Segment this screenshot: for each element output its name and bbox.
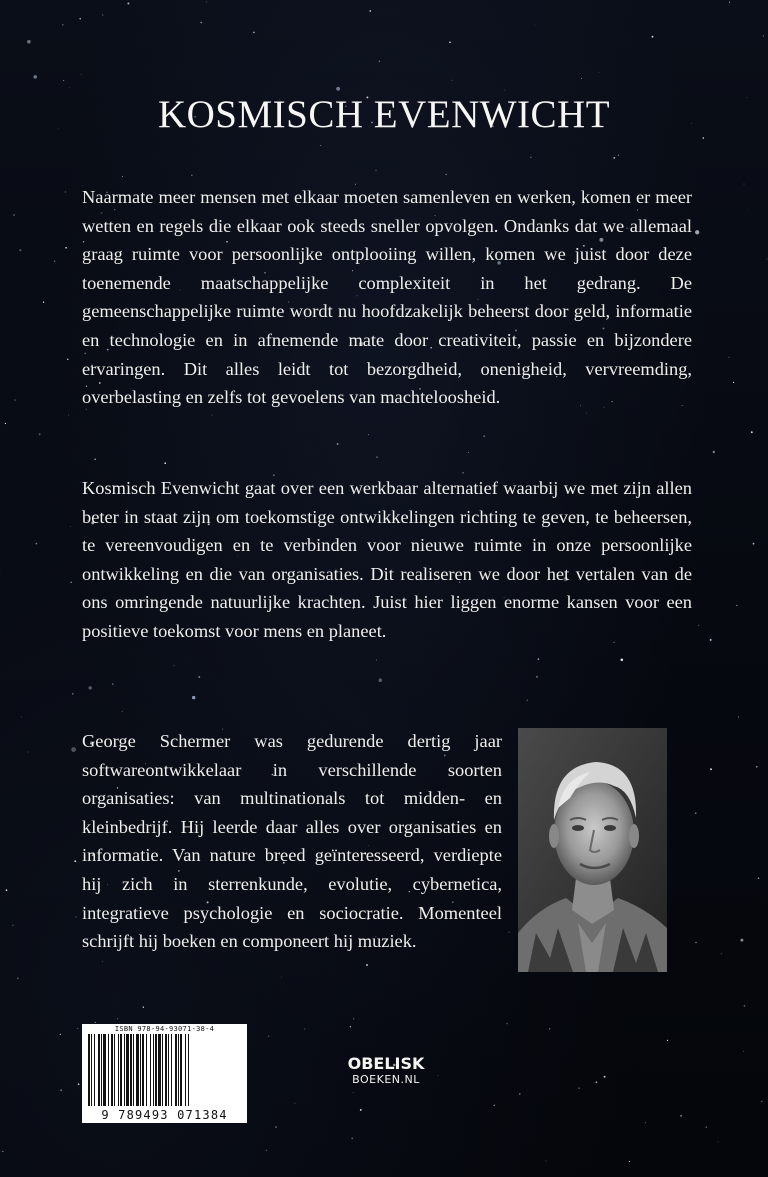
star — [191, 174, 193, 176]
star — [758, 878, 760, 880]
author-bio: George Schermer was gedurende dertig jaar softwareontwikkelaar in verschillende soorten organisaties: van multinationals tot midden- en kleinbedrijf. Hij leerde daar alles over organisaties en informatie. Van nature breed geïnteresseerd, verdiepte hij zich in sterrenkunde, evolutie, cybernetica, integratieve psychologie en sociocratie. Momenteel schrijft hij boeken en componeert hij muziek. — [82, 731, 502, 952]
star — [79, 18, 81, 20]
barcode-number: 9 789493 071384 — [101, 1108, 228, 1122]
star — [695, 230, 699, 234]
isbn-barcode — [82, 1024, 247, 1123]
star — [43, 302, 44, 303]
star — [703, 137, 705, 139]
star — [17, 977, 19, 979]
star — [549, 1028, 550, 1029]
star — [613, 157, 615, 159]
star — [21, 716, 22, 717]
star — [530, 157, 531, 158]
star — [70, 582, 71, 583]
star — [294, 1103, 295, 1104]
star — [519, 1093, 521, 1095]
star — [65, 192, 66, 193]
barcode-bar — [168, 1034, 169, 1106]
star — [60, 1034, 61, 1035]
star — [729, 2, 730, 3]
barcode-bar — [153, 1034, 154, 1106]
star — [95, 1022, 96, 1023]
star — [740, 939, 743, 942]
star — [74, 860, 76, 862]
barcode-bar — [178, 1034, 179, 1106]
star — [70, 526, 71, 527]
star — [581, 78, 582, 79]
star — [88, 686, 91, 689]
star — [695, 942, 696, 943]
barcode-bar — [175, 1034, 177, 1106]
star — [506, 1023, 508, 1025]
star — [353, 1018, 354, 1019]
star — [452, 80, 453, 81]
star — [353, 1092, 354, 1093]
star — [366, 964, 368, 966]
star — [112, 683, 113, 684]
barcode-bar — [130, 1034, 132, 1106]
star — [449, 41, 451, 43]
author-photo — [518, 728, 667, 972]
star — [667, 1040, 668, 1041]
star — [2, 1151, 3, 1152]
barcode-bar — [158, 1034, 161, 1106]
barcode-bar — [111, 1034, 113, 1106]
star — [19, 249, 21, 251]
star — [352, 1138, 353, 1139]
publisher-name: OBELISK — [347, 1054, 425, 1073]
publisher-website: BOEKEN.NL — [352, 1073, 420, 1086]
star — [369, 10, 371, 12]
star — [5, 423, 6, 424]
star — [65, 247, 67, 249]
blurb-paragraph-1: Naarmate meer mensen met elkaar moeten samenleven en werken, komen er meer wetten en regels die elkaar ook steeds sneller opvolgen. Ondanks dat we allemaal graag ruimte voor persoonlijke ontplooiing willen, komen we juist door deze toenemende maatschappelijke complexiteit in het gedrang. De gemeenschappelijke ruimte wordt nu hoofdzakelijk beheerst door geld, informatie en technologie en in afnemende mate door creativiteit, passie en bijzondere ervaringen. Dit alles leidt tot bezorgdheid, onenigheid, vervreemding, overbelasting en zelfs tot gevoelens van machteloosheid. — [82, 187, 692, 408]
barcode-bar — [126, 1034, 129, 1106]
star — [645, 1122, 646, 1123]
star — [14, 399, 15, 400]
star — [718, 1141, 719, 1142]
star — [376, 660, 377, 661]
barcode-bar — [188, 1034, 189, 1106]
star — [376, 456, 377, 457]
star — [598, 72, 599, 73]
blurb-paragraph-2: Kosmisch Evenwicht gaat over een werkbaar alternatief waarbij we met zijn allen beter in staat zijn om toekomstige ontwikkelingen richting te geven, te beheersen, te vereenvoudigen en te verbinden voor nieuwe ruimte in onze persoonlijke ontwikkeling en die van organisaties. Dit realiseren we door het vertalen van de ons omringende natuurlijke krachten. Juist hier liggen enorme kansen voor een positieve toekomst voor mens en planeet. — [82, 478, 692, 641]
star — [468, 452, 469, 453]
star — [743, 1051, 744, 1052]
star — [27, 40, 31, 44]
star — [376, 170, 377, 171]
star — [192, 696, 195, 699]
star — [71, 747, 76, 752]
star — [368, 434, 369, 435]
barcode-bar — [108, 1034, 109, 1106]
star — [143, 1007, 144, 1008]
star — [733, 382, 734, 383]
barcode-bar — [146, 1034, 147, 1106]
star — [268, 1036, 269, 1037]
star — [102, 14, 104, 16]
star — [69, 87, 70, 88]
star — [67, 359, 69, 361]
star — [618, 155, 619, 156]
star — [6, 889, 8, 891]
star — [379, 61, 380, 62]
publisher-logo — [336, 1055, 436, 1087]
star — [446, 174, 447, 175]
star — [27, 752, 28, 753]
star — [378, 678, 382, 682]
star — [63, 80, 64, 81]
star — [728, 357, 730, 359]
star — [39, 433, 41, 435]
star — [94, 458, 96, 460]
barcode-bar — [114, 1034, 115, 1106]
star — [738, 716, 739, 717]
star — [76, 916, 77, 917]
star — [483, 435, 485, 437]
barcode-bar — [133, 1034, 134, 1106]
barcode-bar — [136, 1034, 139, 1106]
star — [12, 925, 14, 927]
star — [122, 711, 123, 712]
star — [54, 260, 55, 261]
star — [652, 36, 654, 38]
star — [546, 1161, 547, 1162]
star — [62, 24, 64, 26]
star — [253, 32, 255, 34]
barcode-bar — [180, 1034, 182, 1106]
star — [538, 658, 540, 660]
barcode-bar — [120, 1034, 122, 1106]
star — [72, 693, 73, 694]
star — [33, 75, 37, 79]
star — [77, 1028, 78, 1029]
star — [102, 961, 103, 962]
star — [117, 1018, 118, 1019]
barcode-bar — [124, 1034, 125, 1106]
star — [710, 768, 712, 770]
barcode-bar — [171, 1034, 172, 1106]
star — [763, 35, 764, 36]
star — [320, 145, 321, 146]
barcode-bar — [155, 1034, 157, 1106]
star — [200, 22, 202, 24]
star — [761, 1101, 762, 1102]
star — [620, 658, 623, 661]
isbn-label: ISBN 978-94-93071-38-4 — [114, 1025, 215, 1033]
star — [698, 625, 699, 626]
star — [60, 1089, 62, 1091]
barcode-bar — [103, 1034, 106, 1106]
star — [350, 1026, 351, 1027]
barcode-bars — [88, 1034, 241, 1106]
barcode-bar — [91, 1034, 92, 1106]
star — [81, 74, 82, 75]
star — [281, 977, 282, 978]
star — [748, 209, 749, 210]
barcode-bar — [101, 1034, 102, 1106]
star — [337, 443, 339, 445]
star — [122, 176, 123, 177]
barcode-bar — [140, 1034, 141, 1106]
star — [713, 451, 715, 453]
star — [680, 1115, 682, 1117]
star — [206, 1, 207, 2]
star — [756, 766, 758, 768]
star — [266, 1150, 267, 1151]
star — [604, 1076, 606, 1078]
star — [705, 1126, 707, 1128]
star — [360, 1109, 362, 1111]
star — [509, 932, 510, 933]
star — [710, 639, 712, 641]
star — [164, 462, 166, 464]
barcode-bar — [98, 1034, 100, 1106]
star — [493, 1105, 494, 1106]
star — [68, 415, 69, 416]
star — [198, 676, 200, 678]
star — [744, 184, 745, 185]
star — [695, 813, 696, 814]
barcode-bar — [150, 1034, 151, 1106]
star — [526, 699, 528, 701]
barcode-bar — [88, 1034, 90, 1106]
star — [536, 676, 538, 678]
star — [751, 431, 753, 433]
barcode-bar — [94, 1034, 95, 1106]
barcode-bar — [142, 1034, 144, 1106]
star — [504, 90, 505, 91]
star — [721, 953, 722, 954]
star — [36, 543, 38, 545]
star — [304, 1028, 306, 1030]
star — [78, 1083, 80, 1085]
star — [578, 1087, 580, 1089]
book-title: KOSMISCH EVENWICHT — [157, 93, 611, 136]
star — [212, 415, 213, 416]
barcode-bar — [162, 1034, 163, 1106]
star — [437, 1075, 438, 1076]
star — [736, 605, 737, 606]
star — [127, 3, 129, 5]
star — [174, 665, 175, 666]
star — [13, 214, 15, 216]
barcode-bar — [185, 1034, 186, 1106]
star — [596, 1081, 598, 1083]
star — [629, 1161, 630, 1162]
star — [766, 258, 767, 259]
star — [753, 543, 755, 545]
star — [744, 1005, 746, 1007]
star — [336, 87, 340, 91]
barcode-bar — [118, 1034, 119, 1106]
star — [534, 25, 535, 26]
barcode-bar — [165, 1034, 167, 1106]
star — [275, 1126, 277, 1128]
star — [586, 413, 587, 414]
